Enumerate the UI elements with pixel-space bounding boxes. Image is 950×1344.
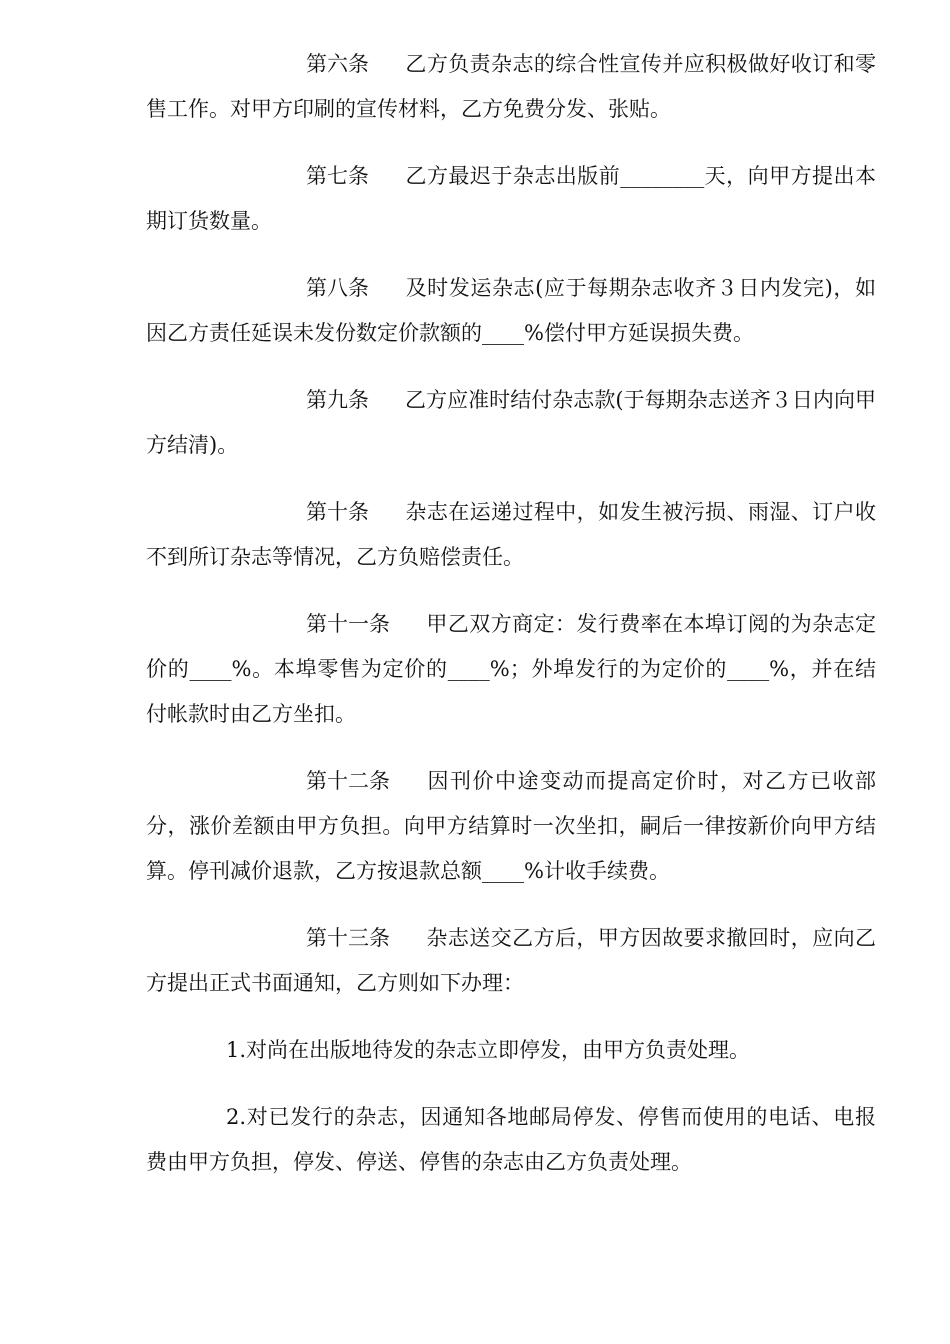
article-11 xyxy=(146,602,876,737)
article-number: 第九条 xyxy=(306,388,369,412)
article-text: 乙方负责杂志的综合性宣传并应积极做好收订和零售工作。对甲方印刷的宣传材料，乙方免费分发、张贴。 xyxy=(146,52,876,121)
article-13 xyxy=(146,916,876,1006)
article-text: 乙方应准时结付杂志款(于每期杂志送齐３日内向甲方结清)。 xyxy=(146,388,876,457)
article-number: 第八条 xyxy=(306,276,369,300)
article-text: 乙方最迟于杂志出版前________天，向甲方提出本期订货数量。 xyxy=(146,164,876,233)
article-12 xyxy=(146,759,876,894)
article-text: 甲乙双方商定：发行费率在本埠订阅的为杂志定价的____%。本埠零售为定价的____%；外埠发行的为定价的____%，并在结付帐款时由乙方坐扣。 xyxy=(146,612,876,726)
article-6 xyxy=(146,42,876,132)
article-number: 第六条 xyxy=(306,52,369,76)
article-number: 第十条 xyxy=(306,500,369,524)
article-10 xyxy=(146,490,876,580)
article-text: 及时发运杂志(应于每期杂志收齐３日内发完)，如因乙方责任延误未发份数定价款额的____%偿付甲方延误损失费。 xyxy=(146,276,876,345)
contract-body xyxy=(146,42,876,1207)
list-item: 1.对尚在出版地待发的杂志立即停发，由甲方负责处理。 xyxy=(226,1038,751,1062)
article-number: 第十三条 xyxy=(306,926,390,950)
article-7 xyxy=(146,154,876,244)
article-number: 第七条 xyxy=(306,164,369,188)
article-text: 因刊价中途变动而提高定价时，对乙方已收部分，涨价差额由甲方负担。向甲方结算时一次坐扣，嗣后一律按新价向甲方结算。停刊减价退款，乙方按退款总额____%计收手续费。 xyxy=(146,769,876,883)
article-text: 杂志在运递过程中，如发生被污损、雨湿、订户收不到所订杂志等情况，乙方负赔偿责任。 xyxy=(146,500,876,569)
article-text: 杂志送交乙方后，甲方因故要求撤回时，应向乙方提出正式书面通知，乙方则如下办理： xyxy=(146,926,876,995)
list-item: 2.对已发行的杂志，因通知各地邮局停发、停售而使用的电话、电报费由甲方负担，停发、停送、停售的杂志由乙方负责处理。 xyxy=(146,1105,876,1174)
article-number: 第十一条 xyxy=(306,612,390,636)
article-9 xyxy=(146,378,876,468)
article-8 xyxy=(146,266,876,356)
article-number: 第十二条 xyxy=(306,769,390,793)
